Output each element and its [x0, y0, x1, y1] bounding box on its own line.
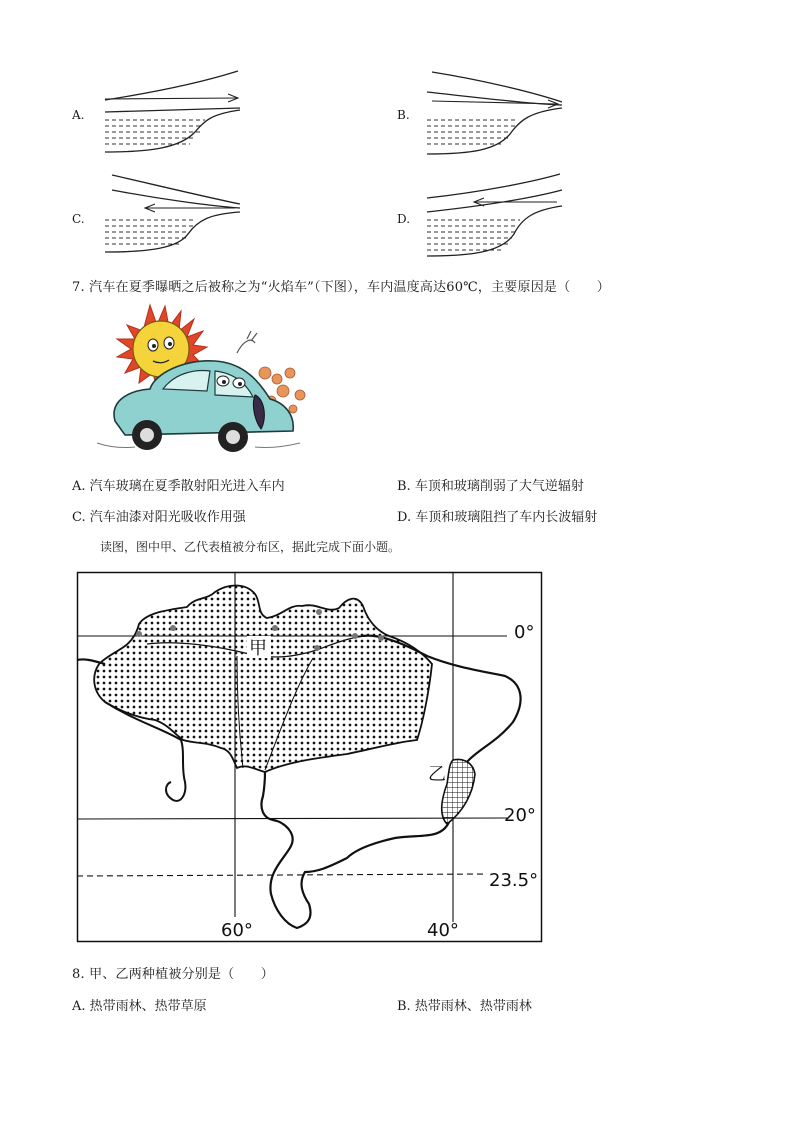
diagram-option-c — [100, 172, 250, 267]
option-b-label[interactable]: B. — [397, 108, 410, 122]
option-d-label[interactable]: D. — [397, 212, 411, 226]
question-7-stem: 7. 汽车在夏季曝晒之后被称之为“火焰车”（下图），车内温度高达60℃，主要原因是（ ） — [72, 280, 610, 295]
question-8-choice-a[interactable]: A. 热带雨林、热带草原 — [72, 999, 207, 1014]
map-intro-text: 读图，图中甲、乙代表植被分布区，据此完成下面小题。 — [100, 540, 401, 554]
label-lat-0: 0° — [514, 622, 535, 643]
diagram-option-d — [422, 172, 572, 267]
label-lat-20: 20° — [504, 805, 536, 826]
south-america-map — [77, 572, 542, 942]
label-lat-23-5: 23.5° — [489, 870, 539, 891]
option-a-label[interactable]: A. — [72, 108, 85, 122]
label-lon-40: 40° — [427, 920, 459, 941]
question-8-stem: 8. 甲、乙两种植被分别是（ ） — [72, 967, 274, 982]
hot-car-illustration — [95, 303, 315, 453]
question-7-choice-c[interactable]: C. 汽车油漆对阳光吸收作用强 — [72, 510, 246, 525]
label-lon-60: 60° — [221, 920, 253, 941]
option-c-label[interactable]: C. — [72, 212, 85, 226]
question-7-choice-a[interactable]: A. 汽车玻璃在夏季散射阳光进入车内 — [72, 479, 285, 494]
label-jia: 甲 — [249, 638, 267, 659]
question-7-choice-b[interactable]: B. 车顶和玻璃削弱了大气逆辐射 — [397, 479, 584, 494]
label-yi: 乙 — [428, 764, 446, 785]
question-8-choice-b[interactable]: B. 热带雨林、热带雨林 — [397, 999, 532, 1014]
diagram-option-a — [100, 68, 250, 163]
question-7-choice-d[interactable]: D. 车顶和玻璃阻挡了车内长波辐射 — [397, 510, 598, 525]
diagram-option-b — [422, 70, 572, 165]
